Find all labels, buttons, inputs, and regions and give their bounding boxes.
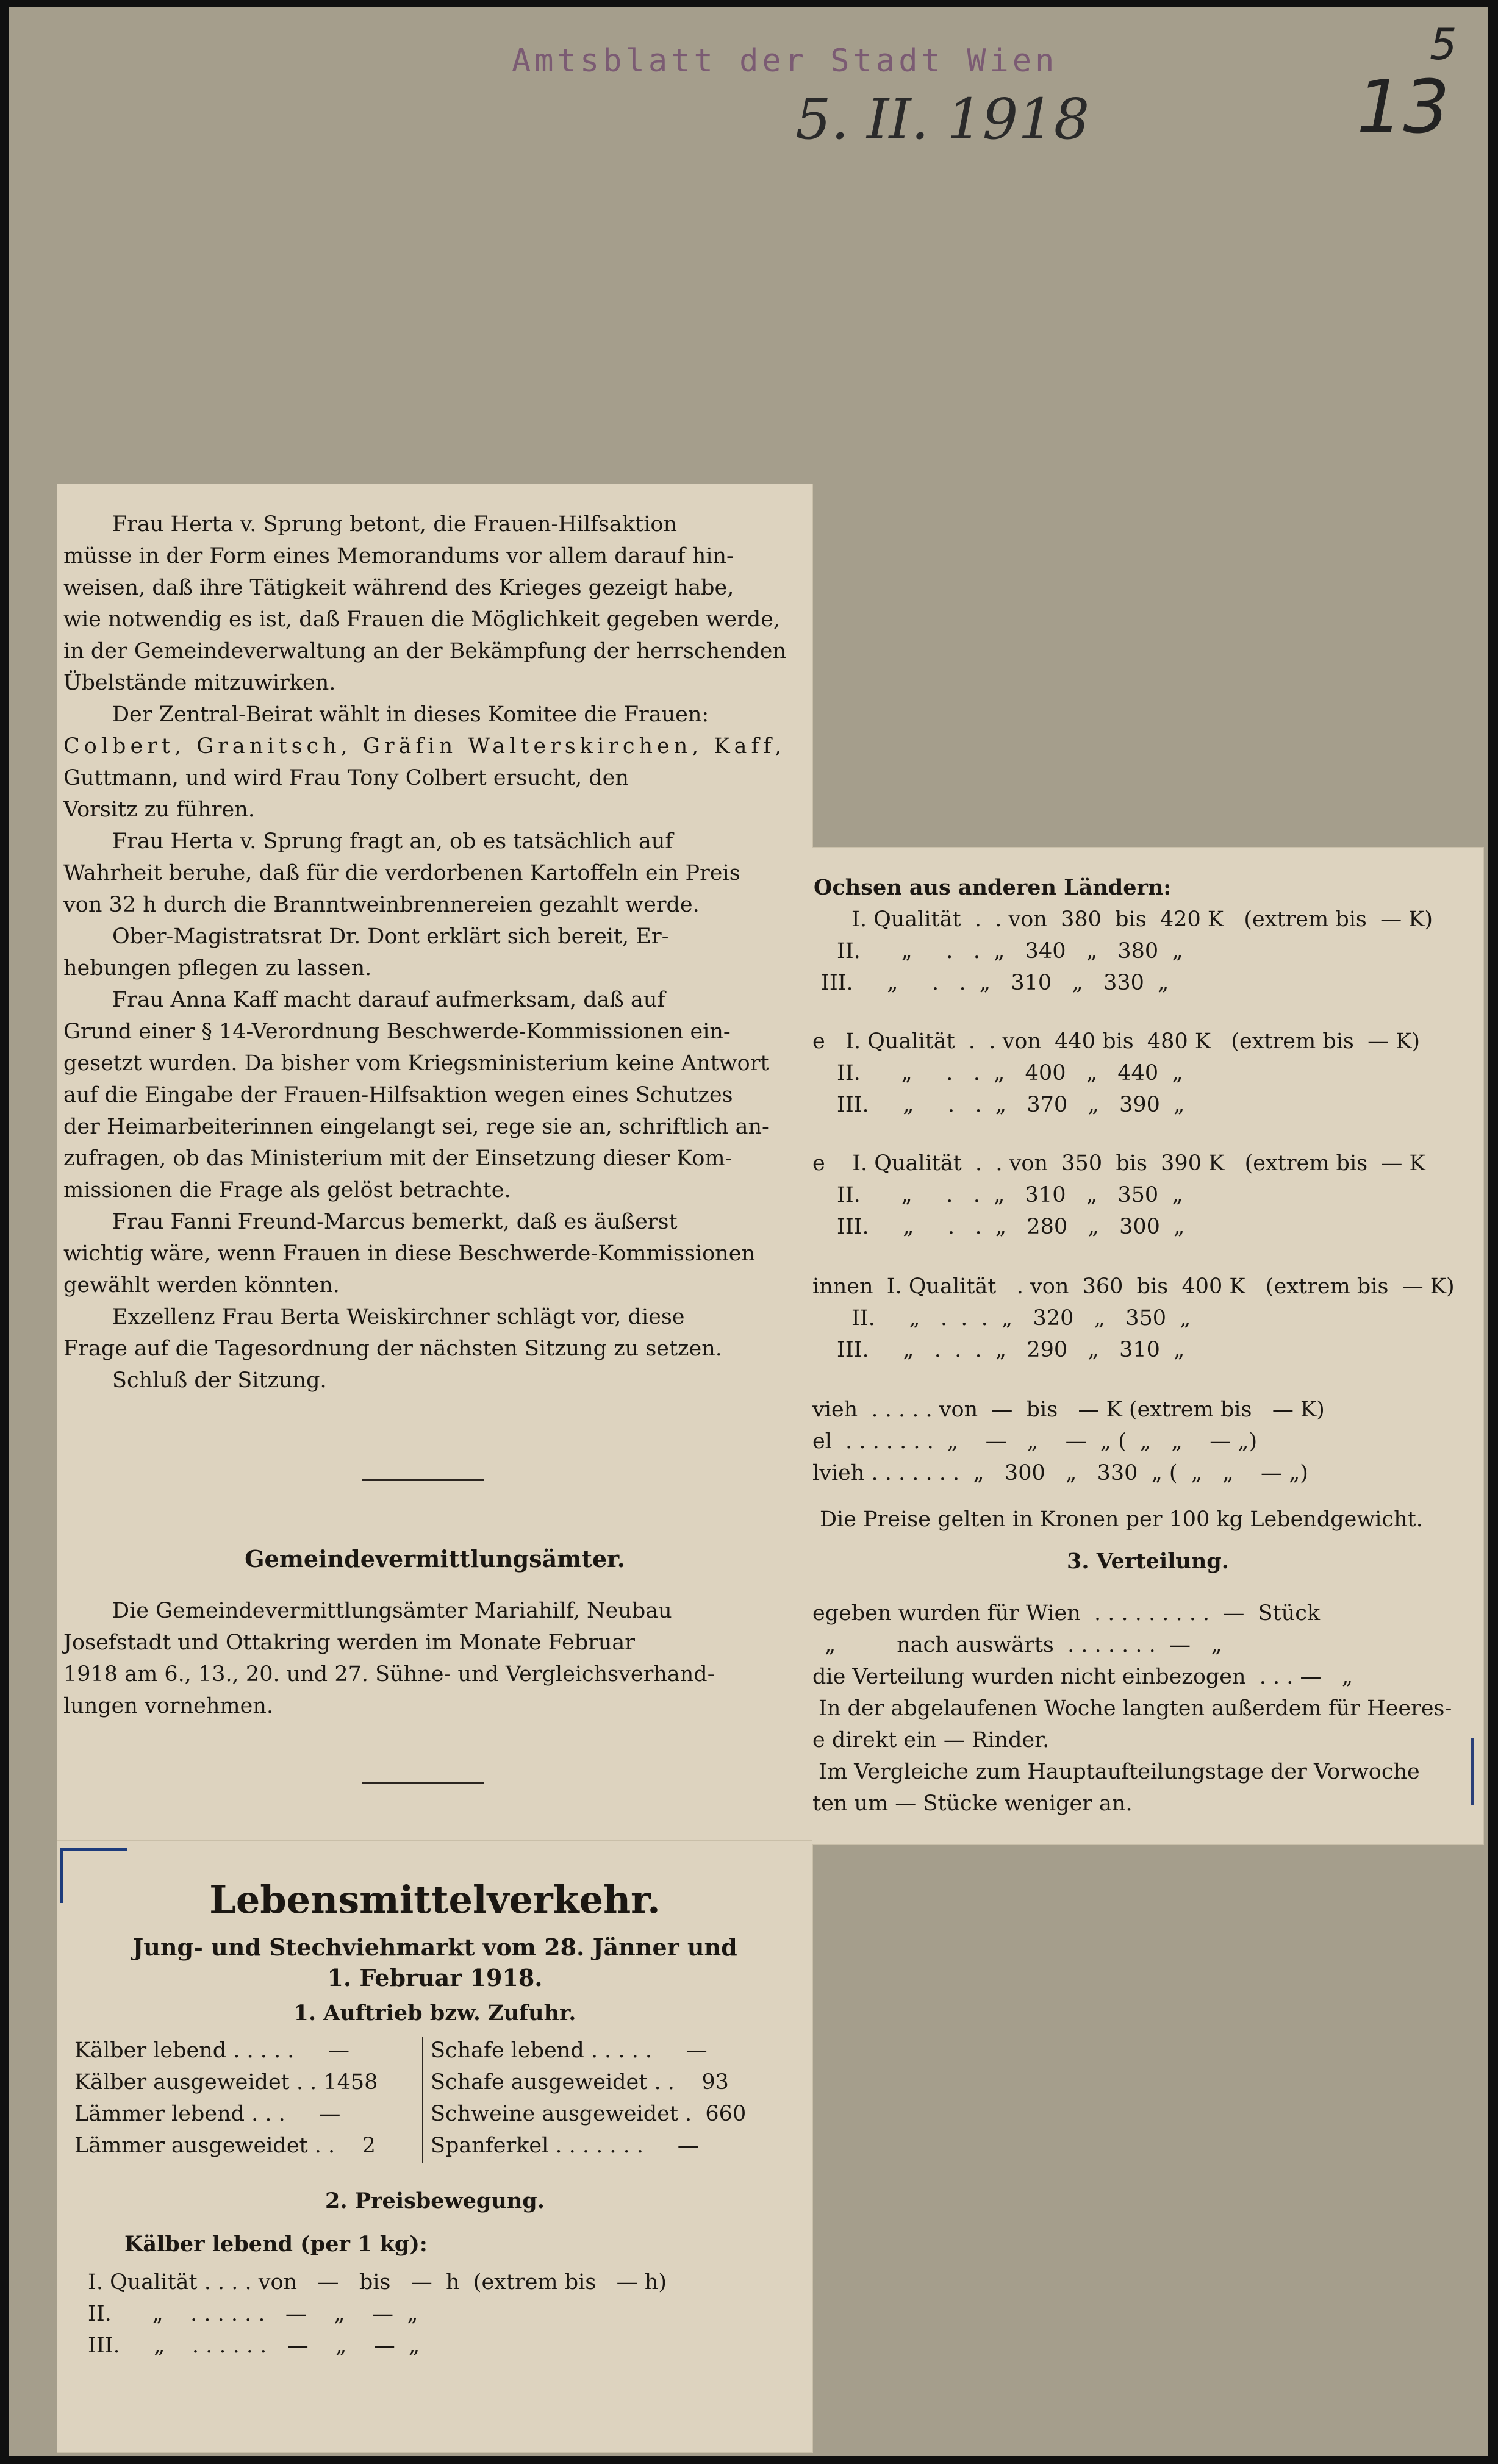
divider [362,1782,484,1784]
column-rule [422,2037,423,2163]
minutes-line: Frage auf die Tagesordnung der nächsten Sitzung zu setzen. [63,1337,722,1361]
minutes-line: hebungen pflegen zu lassen. [63,956,372,980]
minutes-line: Wahrheit beruhe, daß für die verdorbenen Kartoffeln ein Preis [63,861,740,885]
distribution-row: „ nach auswärts . . . . . . . — „ [825,1633,1222,1657]
minutes-line: zufragen, ob das Ministerium mit der Einsetzung dieser Kom- [63,1146,733,1171]
minutes-line: Vorsitz zu führen. [63,798,255,822]
price-column-row: II. „ . . „ 310 „ 350 „ [837,1183,1183,1207]
price-heading: 2. Preisbewegung. [325,2188,545,2213]
minutes-line: weisen, daß ihre Tätigkeit während des Krieges gezeigt habe, [63,576,734,600]
supply-heading: 1. Auftrieb bzw. Zufuhr. [293,2001,576,2026]
lebensmittel-title: Lebensmittelverkehr. [209,1877,661,1922]
supply-right-row: Schafe ausgeweidet . . 93 [431,2070,729,2094]
minutes-line: Exzellenz Frau Berta Weiskirchner schlägt vor, diese [112,1305,685,1329]
price-column-row: II. „ . . „ 340 „ 380 „ [837,939,1183,963]
pen-mark [60,1848,127,1851]
distribution-row: ten um — Stücke weniger an. [812,1791,1133,1816]
divider [362,1479,484,1481]
minutes-line: Ober-Magistratsrat Dr. Dont erklärt sich bereit, Er- [112,924,669,949]
minutes-line: auf die Eingabe der Frauen-Hilfsaktion wegen eines Schutzes [63,1083,733,1107]
price-column-row: II. „ . . . „ 320 „ 350 „ [851,1306,1191,1330]
distribution-row: Im Vergleiche zum Hauptaufteilungstage der Vorwoche [819,1760,1420,1784]
gemeinde-line: 1918 am 6., 13., 20. und 27. Sühne- und Vergleichsverhand- [63,1662,715,1687]
price-column-row: III. „ . . . „ 290 „ 310 „ [837,1338,1185,1362]
supply-right-row: Schafe lebend . . . . . — [431,2038,708,2063]
newspaper-stamp: Amtsblatt der Stadt Wien [512,43,1058,79]
minutes-line: von 32 h durch die Branntweinbrennereien gezahlt werde. [63,893,700,917]
minutes-line: Guttmann, und wird Frau Tony Colbert ersucht, den [63,766,629,790]
price-column-row: III. „ . . „ 370 „ 390 „ [837,1093,1185,1117]
distribution-heading: 3. Verteilung. [1067,1549,1229,1574]
clipping-minutes [57,484,812,1841]
distribution-row: e direkt ein — Rinder. [812,1728,1050,1752]
gemeinde-title: Gemeindevermittlungsämter. [245,1545,625,1573]
price-column-row: II. „ . . „ 400 „ 440 „ [837,1061,1183,1085]
minutes-line: wie notwendig es ist, daß Frauen die Möglichkeit gegeben werde, [63,607,781,632]
distribution-row: egeben wurden für Wien . . . . . . . . . — Stück [812,1601,1321,1626]
handwritten-date: 5. II. 1918 [795,87,1090,152]
market-subtitle: Jung- und Stechviehmarkt vom 28. Jänner und [132,1934,737,1961]
minutes-line: gewählt werden könnten. [63,1273,340,1298]
minutes-line: missionen die Frage als gelöst betrachte. [63,1178,511,1202]
price-column-row: I. Qualität . . von 380 bis 420 K (extrem bis — K) [851,907,1433,932]
price-column-row: el . . . . . . . „ — „ — „ ( „ „ — „) [812,1429,1258,1454]
supply-left-row: Lämmer lebend . . . — [74,2102,341,2126]
supply-left-row: Kälber ausgeweidet . . 1458 [74,2070,378,2094]
price-row: II. „ . . . . . . — „ — „ [88,2302,418,2326]
distribution-row: die Verteilung wurden nicht einbezogen . . . — „ [812,1665,1353,1689]
supply-left-row: Lämmer ausgeweidet . . 2 [74,2134,376,2158]
minutes-line: müsse in der Form eines Memorandums vor allem darauf hin- [63,544,734,568]
minutes-line: Frau Herta v. Sprung betont, die Frauen-Hilfsaktion [112,512,677,537]
price-column-heading: Ochsen aus anderen Ländern: [814,875,1172,900]
price-subheading: Kälber lebend (per 1 kg): [124,2232,428,2257]
minutes-line: Frau Anna Kaff macht darauf aufmerksam, daß auf [112,988,665,1012]
pen-mark [1471,1738,1474,1805]
price-row: III. „ . . . . . . — „ — „ [88,2334,420,2358]
minutes-line: Frau Herta v. Sprung fragt an, ob es tatsächlich auf [112,829,673,854]
minutes-line: Übelstände mitzuwirken. [63,671,336,695]
price-note: Die Preise gelten in Kronen per 100 kg Lebendgewicht. [820,1507,1423,1532]
supply-right-row: Schweine ausgeweidet . 660 [431,2102,747,2126]
gemeinde-line: Die Gemeindevermittlungsämter Mariahilf, Neubau [112,1599,672,1623]
clipping-lebensmittel [57,1841,812,2452]
gemeinde-line: lungen vornehmen. [63,1694,274,1718]
price-row: I. Qualität . . . . von — bis — h (extrem bis — h) [88,2270,667,2294]
gemeinde-line: Josefstadt und Ottakring werden im Monate Februar [63,1630,636,1655]
distribution-row: In der abgelaufenen Woche langten außerdem für Heeres- [819,1696,1452,1721]
handwritten-corner-number: 5 [1430,20,1457,70]
minutes-line: der Heimarbeiterinnen eingelangt sei, rege sie an, schriftlich an- [63,1115,769,1139]
market-subtitle-date: 1. Februar 1918. [327,1964,543,1991]
price-column-row: lvieh . . . . . . . „ 300 „ 330 „ ( „ „ — „) [812,1461,1308,1485]
supply-right-row: Spanferkel . . . . . . . — [431,2134,699,2158]
price-column-row: III. „ . . „ 310 „ 330 „ [821,971,1169,995]
price-column-row: innen I. Qualität . von 360 bis 400 K (extrem bis — K) [812,1274,1455,1299]
scanned-page [9,7,1488,2456]
price-column-row: e I. Qualität . . von 440 bis 480 K (extrem bis — K) [812,1029,1421,1054]
price-column-row: e I. Qualität . . von 350 bis 390 K (extrem bis — K [812,1151,1425,1176]
minutes-line: Der Zentral-Beirat wählt in dieses Komitee die Frauen: [112,702,709,727]
price-column-row: vieh . . . . . von — bis — K (extrem bis — K) [812,1398,1325,1422]
minutes-line: in der Gemeindeverwaltung an der Bekämpfung der herrschenden [63,639,787,663]
supply-left-row: Kälber lebend . . . . . — [74,2038,350,2063]
clipping-price-column [812,848,1483,1844]
minutes-line: Schluß der Sitzung. [112,1368,327,1393]
minutes-line: Colbert, Granitsch, Gräfin Walterskirchen, Kaff, [63,734,786,759]
price-column-row: III. „ . . „ 280 „ 300 „ [837,1215,1185,1239]
minutes-line: Frau Fanni Freund-Marcus bemerkt, daß es äußerst [112,1210,678,1234]
handwritten-page-number: 13 [1356,65,1450,150]
minutes-line: Grund einer § 14-Verordnung Beschwerde-Kommissionen ein- [63,1020,731,1044]
minutes-line: wichtig wäre, wenn Frauen in diese Beschwerde-Kommissionen [63,1241,755,1266]
minutes-line: gesetzt wurden. Da bisher vom Kriegsministerium keine Antwort [63,1051,769,1076]
